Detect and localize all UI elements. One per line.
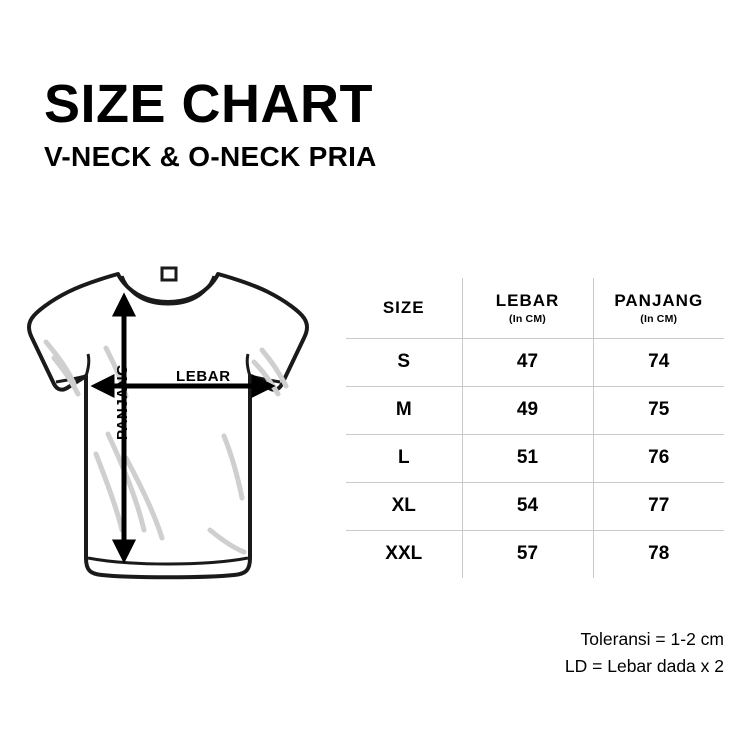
header xyxy=(44,76,377,173)
cell-lebar: 57 xyxy=(462,530,593,578)
cell-lebar: 51 xyxy=(462,434,593,482)
cell-size: S xyxy=(346,338,462,386)
size-table-wrap xyxy=(346,278,724,578)
tshirt-illustration xyxy=(10,258,330,608)
notes xyxy=(565,626,724,680)
note-tolerance: Toleransi = 1-2 cm xyxy=(580,629,724,649)
table-row xyxy=(346,386,724,434)
table-header-row xyxy=(346,278,724,338)
column-header-panjang xyxy=(593,278,724,338)
size-table xyxy=(346,278,724,578)
cell-panjang: 74 xyxy=(593,338,724,386)
cell-lebar: 54 xyxy=(462,482,593,530)
column-header-size-label: SIZE xyxy=(382,297,425,317)
column-header-lebar-label: LEBAR xyxy=(495,290,560,310)
page-subtitle: V-NECK & O-NECK PRIA xyxy=(44,140,377,172)
width-label: LEBAR xyxy=(176,368,231,385)
cell-lebar: 47 xyxy=(462,338,593,386)
column-header-size xyxy=(346,278,462,338)
table-row xyxy=(346,482,724,530)
column-header-lebar xyxy=(462,278,593,338)
length-label: PANJANG xyxy=(114,363,131,440)
table-row xyxy=(346,434,724,482)
note-chest-width: LD = Lebar dada x 2 xyxy=(564,656,724,677)
cell-size: XL xyxy=(346,482,462,530)
cell-panjang: 75 xyxy=(593,386,724,434)
cell-size: XXL xyxy=(346,530,462,578)
cell-size: M xyxy=(346,386,462,434)
cell-panjang: 77 xyxy=(593,482,724,530)
table-row xyxy=(346,530,724,578)
tshirt-diagram xyxy=(10,258,330,608)
column-header-lebar-unit: (In CM) xyxy=(509,312,546,325)
column-header-panjang-label: PANJANG xyxy=(614,290,704,310)
table-row xyxy=(346,338,724,386)
page-title: SIZE CHART xyxy=(44,74,373,134)
cell-panjang: 78 xyxy=(648,543,670,565)
cell-lebar: 49 xyxy=(462,386,593,434)
cell-panjang: 76 xyxy=(593,434,724,482)
column-header-panjang-unit: (In CM) xyxy=(640,312,678,325)
cell-size: L xyxy=(346,434,462,482)
